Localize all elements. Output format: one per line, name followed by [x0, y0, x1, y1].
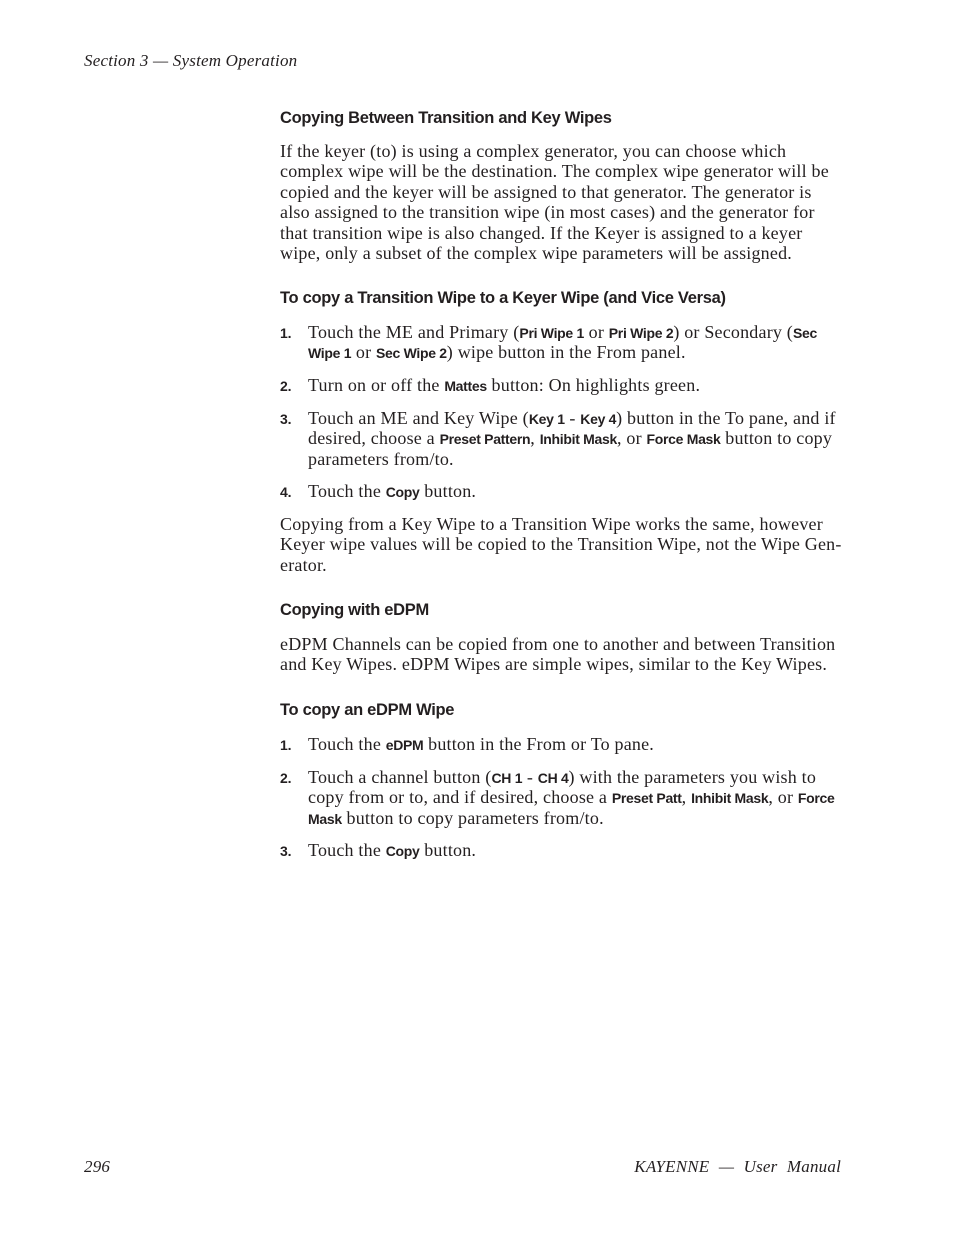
step-line	[308, 840, 476, 860]
body-line: If the keyer (to) is using a complex generator, you can choose which	[280, 141, 787, 161]
button-name-ref: Mattes	[444, 378, 487, 394]
body-line: erator.	[280, 554, 327, 575]
step-number: 3.	[280, 411, 292, 427]
section-heading: Copying Between Transition and Key Wipes	[280, 109, 612, 127]
text-run: ) with the parameters you wish to	[568, 767, 817, 787]
text-run: button to copy	[720, 428, 833, 449]
text-run: ) or Secondary (	[673, 322, 793, 342]
text-run: Touch a channel button (	[308, 767, 492, 787]
button-name-ref: Copy	[385, 843, 420, 859]
text-run: Touch an ME and Key Wipe (	[308, 408, 529, 428]
step-number: 1.	[280, 325, 292, 341]
step-text	[308, 734, 654, 754]
text-run: ,	[681, 787, 692, 808]
text-run: desired, choose a	[308, 428, 440, 449]
text-run: or	[351, 342, 376, 363]
procedure-step	[280, 375, 700, 396]
button-name-ref: Pri Wipe 1	[519, 325, 584, 341]
text-run: button to copy parameters from/to.	[341, 807, 604, 828]
body-paragraph	[280, 514, 842, 575]
body-paragraph	[280, 141, 829, 263]
text-run: parameters from/to.	[308, 448, 454, 469]
button-name-ref: Inhibit Mask	[539, 431, 617, 448]
text-run: button.	[419, 481, 477, 501]
step-text	[308, 375, 700, 395]
button-name-ref: CH 4	[537, 770, 569, 786]
body-paragraph	[280, 634, 835, 675]
procedure-heading: To copy an eDPM Wipe	[280, 701, 455, 719]
text-run: button.	[419, 840, 477, 860]
procedure-step	[280, 767, 835, 828]
step-text	[308, 408, 836, 469]
body-line: also assigned to the transition wipe (in most cases) and the generator for	[280, 202, 815, 223]
running-header: Section 3 — System Operation	[84, 51, 298, 70]
step-line	[308, 481, 476, 501]
procedure-step	[280, 840, 476, 861]
step-line	[308, 449, 836, 469]
text-run: , or	[768, 787, 798, 808]
button-name-ref: Sec	[792, 325, 817, 341]
step-line	[308, 342, 817, 362]
text-run: button in the From or To pane.	[423, 734, 655, 754]
text-run: ) wipe button in the From panel.	[446, 342, 686, 363]
body-line: wipe, only a subset of the complex wipe parameters will be assigned.	[280, 242, 792, 263]
text-run: or	[583, 322, 609, 342]
text-run: , or	[617, 428, 647, 449]
button-name-ref: Pri Wipe 2	[608, 325, 674, 341]
step-line	[308, 322, 817, 342]
button-name-ref: Preset Patt	[611, 790, 682, 807]
body-line: eDPM Channels can be copied from one to another and between Transition	[280, 634, 836, 654]
page-number: 296	[84, 1157, 111, 1176]
step-line	[308, 428, 836, 448]
body-line: complex wipe will be the destination. The complex wipe generator will be	[280, 161, 829, 182]
button-name-ref: Force Mask	[646, 431, 721, 448]
step-text	[308, 322, 817, 363]
step-line	[308, 375, 700, 395]
text-run: ) button in the To pane, and if	[616, 408, 836, 428]
procedure-step	[280, 734, 654, 755]
body-line: and Key Wipes. eDPM Wipes are simple wipes, similar to the Key Wipes.	[280, 654, 828, 675]
step-number: 4.	[280, 484, 292, 500]
button-name-ref: Mask	[308, 810, 342, 827]
step-number: 1.	[280, 737, 292, 753]
text-run: Touch the ME and Primary (	[308, 322, 520, 342]
step-text	[308, 481, 476, 501]
button-name-ref: Copy	[385, 484, 420, 500]
step-line	[308, 787, 835, 807]
step-text	[308, 840, 476, 860]
text-run: Touch the	[308, 840, 386, 860]
manual-title: KAYENNE — User Manual	[634, 1157, 841, 1176]
button-name-ref: Preset Pattern	[439, 431, 531, 448]
step-line	[308, 734, 654, 754]
procedure-step	[280, 408, 836, 469]
button-name-ref: Wipe 1	[308, 345, 352, 362]
text-run: ,	[530, 428, 540, 449]
text-run: button: On highlights green.	[486, 375, 701, 395]
body-line: Copying from a Key Wipe to a Transition Wipe works the same, however	[280, 514, 823, 534]
body-line: copied and the keyer will be assigned to that generator. The generator is	[280, 181, 812, 202]
body-line: Keyer wipe values will be copied to the Transition Wipe, not the Wipe Gen-	[280, 534, 842, 555]
text-run: Touch the	[308, 481, 386, 501]
text-run: -	[564, 408, 581, 428]
text-run: -	[522, 767, 538, 787]
procedure-step	[280, 481, 476, 502]
step-number: 2.	[280, 770, 292, 786]
step-line	[308, 767, 835, 787]
procedure-step	[280, 322, 817, 363]
button-name-ref: eDPM	[385, 737, 424, 753]
button-name-ref: Key 1	[528, 411, 565, 427]
procedure-heading: To copy a Transition Wipe to a Keyer Wipe (and Vice Versa)	[280, 289, 726, 307]
button-name-ref: Inhibit Mask	[691, 790, 769, 807]
text-run: copy from or to, and if desired, choose a	[308, 787, 612, 808]
button-name-ref: Key 4	[580, 411, 617, 427]
button-name-ref: Force	[797, 790, 835, 807]
text-run: Touch the	[308, 734, 386, 754]
text-run: Turn on or off the	[308, 375, 445, 395]
section-heading: Copying with eDPM	[280, 601, 429, 619]
step-text	[308, 767, 835, 828]
button-name-ref: CH 1	[491, 770, 523, 786]
step-line	[308, 808, 835, 828]
body-line: that transition wipe is also changed. If the Keyer is assigned to a keyer	[280, 222, 803, 243]
step-number: 2.	[280, 378, 292, 394]
step-line	[308, 408, 836, 428]
step-number: 3.	[280, 843, 292, 859]
button-name-ref: Sec Wipe 2	[376, 345, 447, 362]
